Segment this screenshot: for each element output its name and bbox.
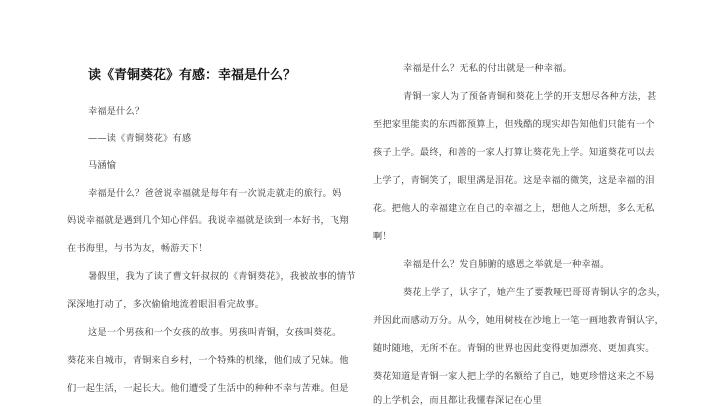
left-line-2: ——读《青铜葵花》有感 bbox=[88, 133, 192, 144]
left-line-1: 幸福是什么？ bbox=[88, 106, 145, 117]
left-line-10: 葵花来自城市，青铜来自乡村，一个特殊的机缘，他们成了兄妹。他 bbox=[67, 355, 349, 366]
left-line-6: 在书海里，与书为友，畅游天下！ bbox=[67, 243, 208, 254]
left-line-5: 妈说幸福就是遇到几个知心伴侣。我说幸福就是读到一本好书，飞翔 bbox=[67, 215, 349, 226]
right-line-2: 青铜一家人为了预备青铜和葵花上学的开支想尽各种方法，甚 bbox=[403, 91, 657, 102]
left-line-11: 们一起生活，一起长大。他们遭受了生活中的种种不幸与苦难。但是 bbox=[67, 383, 349, 394]
right-line-7: 啊！ bbox=[373, 231, 392, 242]
left-line-4: 幸福是什么？爸爸说幸福就是每年有一次说走就走的旅行。妈 bbox=[88, 188, 342, 199]
right-line-8: 幸福是什么？发自肺腑的感恩之举就是一种幸福。 bbox=[403, 259, 610, 270]
right-line-12: 葵花知道是青铜一家人把上学的名额给了自己，她更珍惜这来之不易 bbox=[373, 371, 655, 382]
right-line-1: 幸福是什么？无私的付出就是一种幸福。 bbox=[403, 63, 572, 74]
right-line-4: 孩子上学。最终，和善的一家人打算让葵花先上学。知道葵花可以去 bbox=[373, 147, 655, 158]
right-line-3: 至把家里能卖的东西都预算上，但残酷的现实却告知他们只能有一个 bbox=[373, 119, 655, 130]
right-line-11: 随时随地，无所不在。青铜的世界也因此变得更加漂亮、更加真实。 bbox=[373, 343, 655, 354]
right-line-9: 葵花上学了，认字了，她产生了要教哑巴哥哥青铜认字的念头， bbox=[403, 287, 666, 298]
left-line-8: 深深地打动了，多次偷偷地流着眼泪看完故事。 bbox=[67, 299, 265, 310]
document-title: 读《青铜葵花》有感：幸福是什么？ bbox=[88, 68, 297, 83]
right-line-6: 花。把他人的幸福建立在自己的幸福之上，想他人之所想，多么无私 bbox=[373, 203, 655, 214]
right-line-5: 上学了，青铜笑了，眼里满是泪花。这是幸福的微笑，这是幸福的泪 bbox=[373, 175, 655, 186]
left-line-3: 马涵愉 bbox=[88, 160, 117, 171]
right-line-10: 并因此而感动万分。从今，她用树枝在沙地上一笔一画地教青铜认字， bbox=[373, 315, 665, 326]
right-line-13: 的上学机会，而且都让我懂春深记在心里 bbox=[373, 395, 542, 406]
left-line-9: 这是一个男孩和一个女孩的故事。男孩叫青铜，女孩叫葵花。 bbox=[88, 327, 342, 338]
left-line-7: 暑假里，我为了读了曹文轩叔叔的《青铜葵花》，我被故事的情节 bbox=[88, 271, 356, 282]
